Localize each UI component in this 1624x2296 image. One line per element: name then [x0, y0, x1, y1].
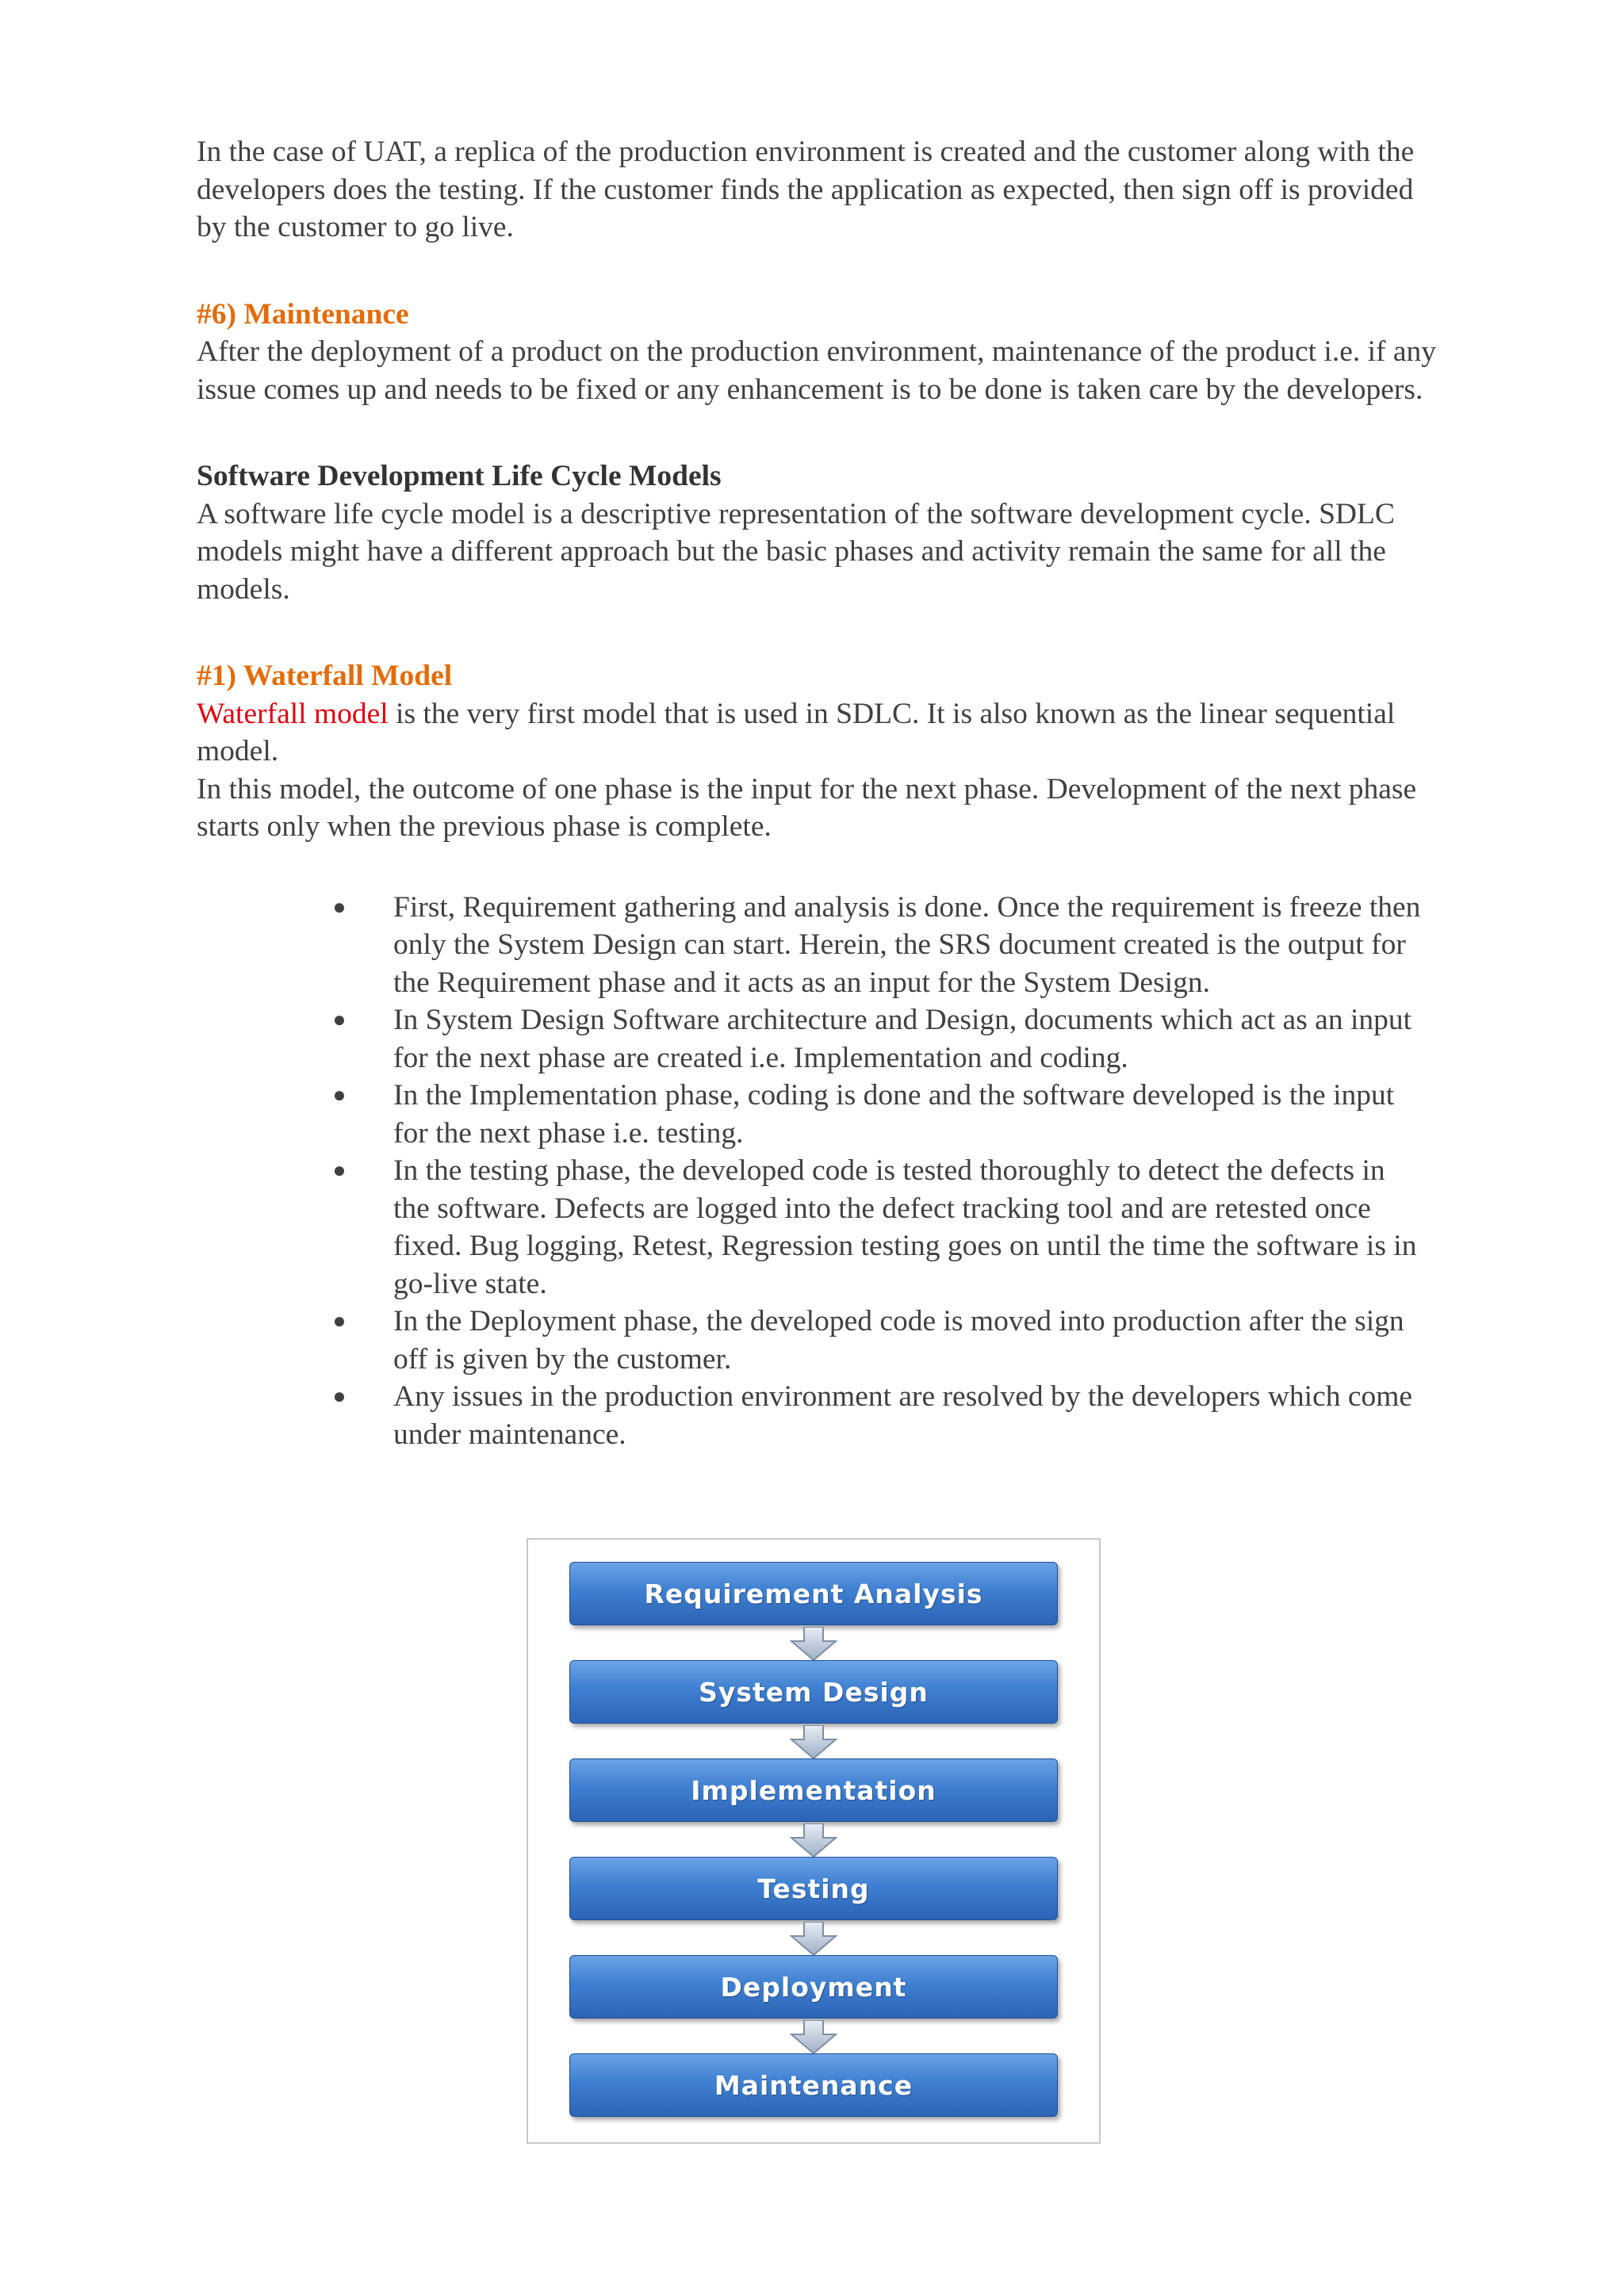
bullet-icon: ● — [332, 1309, 347, 1334]
sdlc-models-heading: Software Development Life Cycle Models — [197, 460, 722, 492]
phase-box-maintenance: Maintenance — [569, 2053, 1058, 2117]
list-item: ● In System Design Software architecture and Design, documents which act as an input for the next phase are created i.e. Implementation and coding. — [331, 1001, 1426, 1077]
list-item: ● Any issues in the production environment are resolved by the developers which come under maintenance. — [331, 1378, 1426, 1453]
maintenance-body: After the deployment of a product on the production environment, maintenance of the product i.e. if any issue comes up and needs to be fixed or any enhancement is to be done is taken care by the developers. — [197, 335, 1437, 406]
waterfall-diagram — [527, 1538, 1101, 2144]
phase-box-implementation: Implementation — [569, 1758, 1058, 1822]
waterfall-intro — [197, 695, 1450, 771]
down-arrow-icon — [790, 1627, 837, 1660]
list-item: ● First, Requirement gathering and analysis is done. Once the requirement is freeze then only the System Design can start. Herein, the SRS document created is the output for the Requirement phase and it acts as an input for the System Design. — [331, 889, 1426, 1002]
waterfall-model-link[interactable]: Waterfall model — [197, 697, 389, 730]
list-item: ● In the Deployment phase, the developed code is moved into production after the sign off is given by the customer. — [331, 1303, 1426, 1378]
down-arrow-icon — [790, 2020, 837, 2053]
list-item: ● In the testing phase, the developed code is tested thoroughly to detect the defects in the software. Defects are logged into the defect tracking tool and are retested once fixed. Bug logging, Retest, Regression testing goes on until the time the software is in go-live state. — [331, 1152, 1426, 1303]
phase-box-system-design: System Design — [569, 1660, 1058, 1724]
bullet-icon: ● — [332, 1008, 347, 1032]
waterfall-second-paragraph: In this model, the outcome of one phase is the input for the next phase. Development of the next phase starts only when the previous phase is complete. — [197, 772, 1417, 843]
uat-paragraph: In the case of UAT, a replica of the production environment is created and the customer along with the developers does the testing. If the customer finds the application as expected, then sign off is provided by the customer to go live. — [197, 136, 1415, 243]
phase-box-deployment: Deployment — [569, 1955, 1058, 2019]
document-page — [197, 133, 1450, 1453]
down-arrow-icon — [790, 1823, 837, 1857]
sdlc-models-body: A software life cycle model is a descriptive representation of the software development cycle. SDLC models might have a different approach but the basic phases and activity remain the same for all the models. — [197, 497, 1395, 606]
down-arrow-icon — [790, 1725, 837, 1758]
bullet-icon: ● — [332, 1083, 347, 1108]
waterfall-phase-list — [331, 889, 1426, 1454]
phase-box-testing: Testing — [569, 1857, 1058, 1920]
waterfall-heading: #1) Waterfall Model — [197, 660, 453, 692]
bullet-icon: ● — [332, 1158, 347, 1183]
bullet-icon: ● — [332, 894, 347, 920]
phase-box-requirement-analysis: Requirement Analysis — [569, 1562, 1058, 1625]
maintenance-heading: #6) Maintenance — [197, 297, 409, 331]
waterfall-intro-rest: is the very first model that is used in SDLC. It is also known as the linear sequential model. — [197, 697, 1396, 767]
bullet-icon: ● — [332, 1384, 347, 1409]
down-arrow-icon — [790, 1922, 837, 1955]
list-item: ● In the Implementation phase, coding is done and the software developed is the input for the next phase i.e. testing. — [331, 1077, 1426, 1152]
